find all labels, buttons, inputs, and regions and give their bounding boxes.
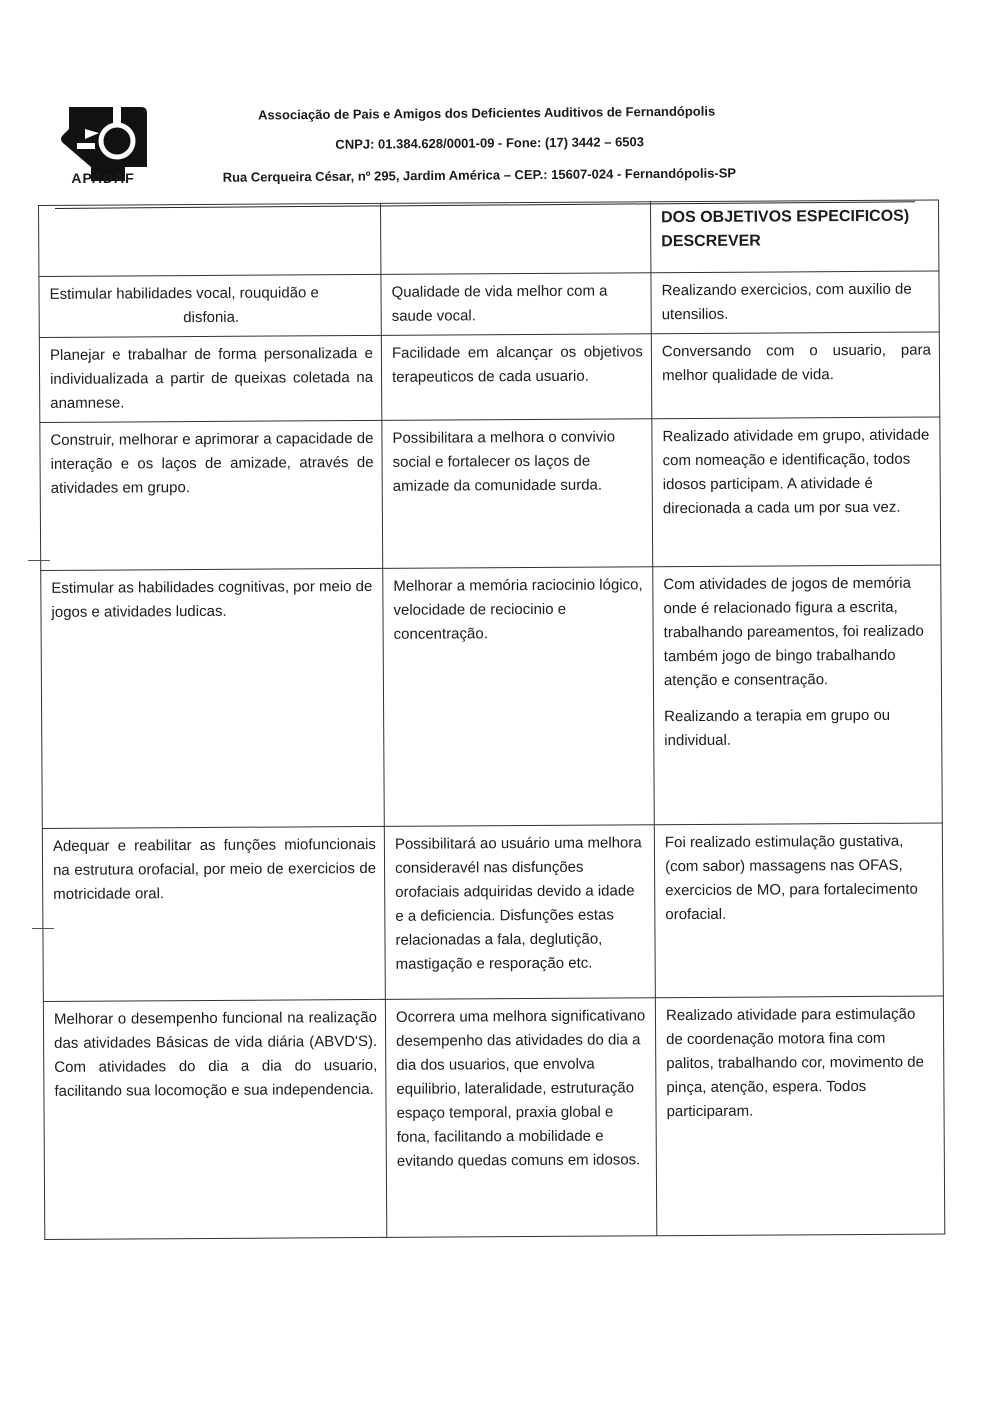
table-cell: Planejar e trabalhar de forma personalizada e individualizada a partir de queixas coletada na anamnese. <box>39 335 382 422</box>
page-break-mark <box>32 928 54 929</box>
table-cell <box>653 565 943 825</box>
table-row <box>43 996 944 1239</box>
table-cell: Estimular as habilidades cognitivas, por meio de jogos e atividades ludicas. <box>41 568 385 828</box>
table-row <box>39 271 939 337</box>
table-cell: Possibilitara a melhora o convivio social e fortalecer os laços de amizade da comunidade surda. <box>382 419 653 569</box>
header-cell: DOS OBJETIVOS ESPECIFICOS) DESCREVER <box>650 200 938 273</box>
table-cell: Realizado atividade para estimulação de coordenação motora fina com palitos, trabalhando cor, movimento de pinça, atenção, espera. Todos participaram. <box>655 996 944 1236</box>
table-cell <box>39 274 381 337</box>
table-cell: Realizando exercicios, com auxilio de utensilios. <box>651 271 939 334</box>
table-cell: Melhorar o desempenho funcional na realização das atividades Básicas de vida diária (ABVD'S). Com atividades do dia a dia do usuario, facilitando sua locomoção e sua independencia. <box>43 999 386 1239</box>
table-cell: Foi realizado estimulação gustativa, (com sabor) massagens nas OFAS, exercicios de MO, para fortalecimento orofacial. <box>654 823 943 998</box>
table-cell: Conversando com o usuario, para melhor qualidade de vida. <box>651 332 940 419</box>
table-row <box>41 565 943 828</box>
logo-text: APADAF <box>71 170 135 186</box>
header-cell <box>380 202 650 275</box>
cell-text: Estimular habilidades vocal, rouquidão e <box>49 284 319 303</box>
table-cell: Adequar e reabilitar as funções miofuncionais na estrutura orofacial, por meio de exercicios de motricidade oral. <box>42 826 385 1001</box>
table-row <box>39 332 940 422</box>
objectives-table-wrap <box>38 200 944 1240</box>
table-row <box>40 417 941 570</box>
org-address: Rua Cerqueira César, nº 295, Jardim América – CEP.: 15607-024 - Fernandópolis-SP <box>222 165 737 185</box>
cell-text: disfonia. <box>183 308 240 327</box>
table-cell: Ocorrera uma melhora significativano desempenho das atividades do dia a dia dos usuarios, que envolva equilibrio, lateralidade, estruturação espaço temporal, praxia global e fona, facilitando a mobilidade e evitando quedas comuns em idosos. <box>385 998 656 1238</box>
letterhead <box>200 95 820 185</box>
table-cell: Construir, melhorar e aprimorar a capacidade de interação e os laços de amizade, através de atividades em grupo. <box>40 420 383 570</box>
table-cell: Possibilitará ao usuário uma melhora consideravél nas disfunções orofaciais adquiridas devido a idade e a deficiencia. Disfunções estas relacionadas a fala, deglutição, mastigação e resporação etc. <box>384 825 655 1000</box>
table-cell: Realizado atividade em grupo, atividade com nomeação e identificação, todos idosos participam. A atividade é direcionada a cada um por sua vez. <box>652 417 941 567</box>
org-name: Associação de Pais e Amigos dos Deficientes Auditivos de Fernandópolis <box>258 103 716 123</box>
table-row <box>42 823 943 1001</box>
objectives-table <box>38 199 945 1239</box>
header-cell <box>39 203 381 276</box>
table-header-row <box>39 200 939 276</box>
table-cell: Melhorar a memória raciocinio lógico, velocidade de reciocinio e concentração. <box>383 567 655 827</box>
table-cell: Qualidade de vida melhor com a saude vocal. <box>381 273 651 336</box>
page-break-mark <box>28 560 50 561</box>
cell-text: Com atividades de jogos de memória onde é relacionado figura a escrita, trabalhando pareamentos, foi realizado também jogo de bingo trabalhando atenção e consentração. <box>663 574 924 690</box>
org-contact: CNPJ: 01.384.628/0001-09 - Fone: (17) 3442 – 6503 <box>335 134 645 152</box>
table-cell: Facilidade em alcançar os objetivos terapeuticos de cada usuario. <box>381 334 652 421</box>
cell-text: Realizando a terapia em grupo ou individual. <box>664 706 891 750</box>
